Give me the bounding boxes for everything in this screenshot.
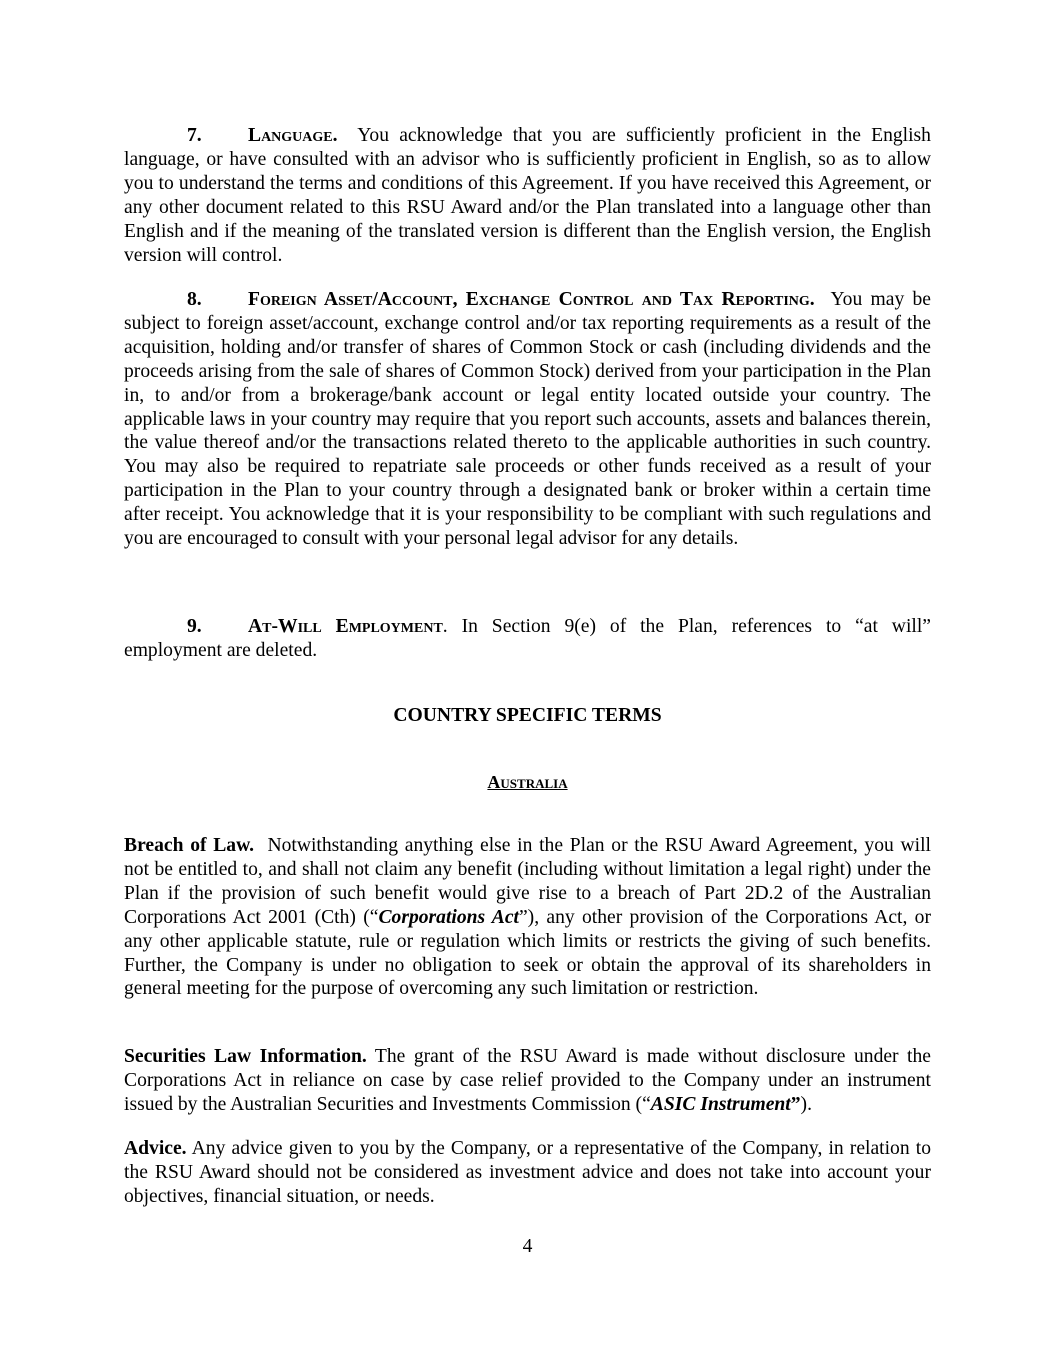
paragraph-text: Any advice given to you by the Company, or a representative of the Company, in relation to the RSU Award should not be considered as investment advice and does not take into account your objectives, financial situation, or needs. [124,1138,931,1207]
australia-heading: Australia [487,772,568,792]
section-9-at-will [124,615,931,663]
section-number: 9. [187,616,202,637]
section-text: You may be subject to foreign asset/account, exchange control and/or tax reporting requirements as a result of the acquisition, holding and/or transfer of shares of Common Stock or cash (including dividends and the proceeds arising from the sale of shares of Common Stock) derived from your participation in the Plan in, to and/or from a brokerage/bank account or legal entity located outside your country. The applicable laws in your country may require that you report such accounts, assets and balances therein, the value thereof and/or the transactions related thereto to the applicable authorities in such country. You may also be required to repatriate sale proceeds or other funds received as a result of your participation in the Plan to your country through a designated bank or broker within a certain time after receipt. You acknowledge that it is your responsibility to be compliant with such regulations and you are encouraged to consult with your personal legal advisor for any details. [124,289,931,550]
closing-quote: ” [790,1093,801,1115]
paragraph-text: Notwithstanding anything else in the Plan or the RSU Award Agreement, you will not be entitled to, and shall not claim any benefit (including without limitation a legal right) under the Plan if the provision of such benefit would give rise to a breach of Part 2D.2 of the Australian Corporations Act 2001 (Cth) (“ [124,835,931,928]
section-text: . In Section 9(e) of the Plan, references to “at will” employment are deleted. [124,616,931,661]
advice-paragraph [124,1137,931,1209]
paragraph-lead: Securities Law Information. [124,1046,367,1067]
defined-term: ASIC Instrument [650,1093,791,1115]
section-8-foreign-asset [124,288,931,551]
paragraph-lead: Advice. [124,1138,187,1159]
paragraph-lead: Breach of Law. [124,835,255,856]
section-title: At-Will Employment [248,616,443,637]
section-number: 8. [187,289,202,310]
securities-law-paragraph [124,1045,931,1117]
country-specific-terms-heading: COUNTRY SPECIFIC TERMS [393,705,662,726]
section-title: Foreign Asset/Account, Exchange Control and Tax Reporting. [248,289,815,310]
paragraph-text: The grant of the RSU Award is made without disclosure under the Corporations Act in reliance on case by case relief provided to the Company under an instrument issued by the Australian Securities and Investments Commission (“ [124,1046,931,1115]
page-number: 4 [522,1236,533,1257]
breach-of-law-paragraph [124,834,931,1001]
paragraph-text-continued: ). [800,1093,812,1115]
section-number: 7. [187,125,202,146]
section-7-language [124,124,931,267]
defined-term: Corporations Act [378,906,519,928]
section-title: Language. [248,125,338,146]
paragraph-text-continued: ”), any other provision of the Corporations Act, or any other applicable statute, rule or regulation which limits or restricts the giving of such benefits. Further, the Company is under no obligation to seek or obtain the approval of its shareholders in general meeting for the purpose of overcoming any such limitation or restriction. [124,906,932,1000]
section-text: You acknowledge that you are sufficiently proficient in the English language, or have consulted with an advisor who is sufficiently proficient in English, so as to allow you to understand the terms and conditions of this Agreement. If you have received this Agreement, or any other document related to this RSU Award and/or the Plan translated into a language other than English and if the meaning of the translated version is different than the English version, the English version will control. [124,125,931,266]
